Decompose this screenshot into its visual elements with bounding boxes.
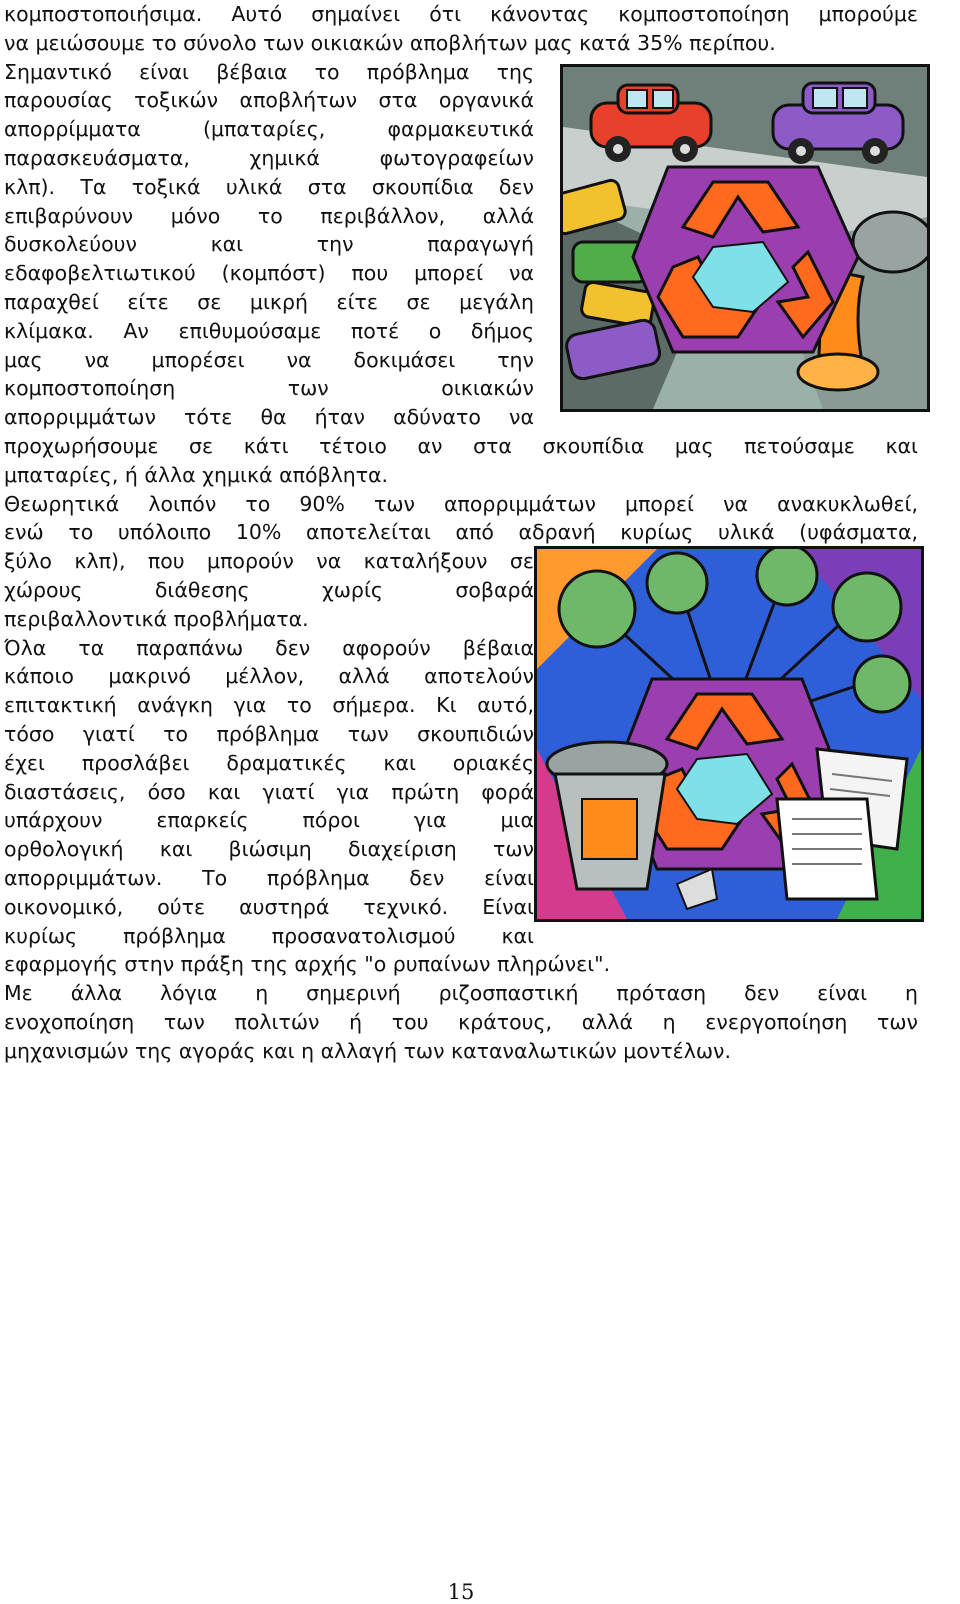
text-line: παρουσίας τοξικών αποβλήτων στα οργανικά [4,88,534,113]
text-line: ορθολογική και βιώσιμη διαχείριση των [4,837,534,862]
text-line: περιβαλλοντικά προβλήματα. [4,606,309,631]
text-line: κλπ). Τα τοξικά υλικά στα σκουπίδια δεν [4,174,534,199]
document-page [4,0,918,1604]
text-line: εφαρμογής στην πράξη της αρχής "ο ρυπαίνων πληρώνει". [4,952,611,977]
text-line: απορριμμάτων τότε θα ήταν αδύνατο να [4,405,534,430]
text-line: παρασκευάσματα, χημικά φωτογραφείων [4,146,534,170]
text-line: έχει προσλάβει δραματικές και οριακές [4,750,534,775]
text-line: παραχθεί είτε σε μικρή είτε σε μεγάλη [4,290,534,314]
text-line: Όλα τα παραπάνω δεν αφορούν βέβαια [4,635,534,660]
text-line: Σημαντικό είναι βέβαια το πρόβλημα της [4,59,534,84]
text-line: Θεωρητικά λοιπόν το 90% των απορριμμάτων μπορεί να ανακυκλωθεί, [4,491,918,516]
text-line: μηχανισμών της αγοράς και η αλλαγή των καταναλωτικών μοντέλων. [4,1038,731,1063]
text-line: να μειώσουμε το σύνολο των οικιακών αποβλήτων μας κατά 35% περίπου. [4,30,776,55]
page-number: 15 [447,1580,475,1604]
text-line: οικονομικό, ούτε αυστηρά τεχνικό. Είναι [4,894,534,919]
text-line: κλίμακα. Αν επιθυμούσαμε ποτέ ο δήμος [4,318,534,343]
text-line: κάποιο μακρινό μέλλον, αλλά αποτελούν [4,664,534,689]
text-line: απορρίμματα (μπαταρίες, φαρμακευτικά [4,117,534,142]
text-line: κυρίως πρόβλημα προσανατολισμού και [4,923,534,948]
text-line: χώρους διάθεσης χωρίς σοβαρά [4,578,534,602]
text-line: επιτακτική ανάγκη για το σήμερα. Κι αυτό, [4,693,534,718]
text-line: υπάρχουν επαρκείς πόροι για μια [4,808,534,833]
text-line: μπαταρίες, ή άλλα χημικά απόβλητα. [4,462,389,487]
text-line: δυσκολεύουν και την παραγωγή [4,232,534,257]
recycling-cars-illustration [560,64,930,412]
recycling-trees-illustration [534,546,924,922]
text-line: επιβαρύνουν μόνο το περιβάλλον, αλλά [4,203,534,228]
text-line: ενοχοποίηση των πολιτών ή του κράτους, αλλά η ενεργοποίηση των [4,1010,918,1034]
text-line: ενώ το υπόλοιπο 10% αποτελείται από αδρανή κυρίως υλικά (υφάσματα, [4,520,918,545]
text-line: τόσο γιατί το πρόβλημα των σκουπιδιών [4,722,534,746]
text-line: Με άλλα λόγια η σημερινή ριζοσπαστική πρόταση δεν είναι η [4,981,918,1006]
text-line: προχωρήσουμε σε κάτι τέτοιο αν στα σκουπίδια μας πετούσαμε και [4,434,918,458]
text-line: μας να μπορέσει να δοκιμάσει την [4,347,534,372]
text-line: κομποστοποίηση των οικιακών [4,376,534,401]
text-line: απορριμμάτων. Το πρόβλημα δεν είναι [4,866,534,890]
text-line: κομποστοποιήσιμα. Αυτό σημαίνει ότι κάνοντας κομποστοποίηση μπορούμε [4,2,918,26]
text-line: διαστάσεις, όσο και γιατί για πρώτη φορά [4,779,534,804]
text-line: εδαφοβελτιωτικού (κομπόστ) που μπορεί να [4,261,534,286]
text-line: ξύλο κλπ), που μπορούν να καταλήξουν σε [4,549,534,574]
